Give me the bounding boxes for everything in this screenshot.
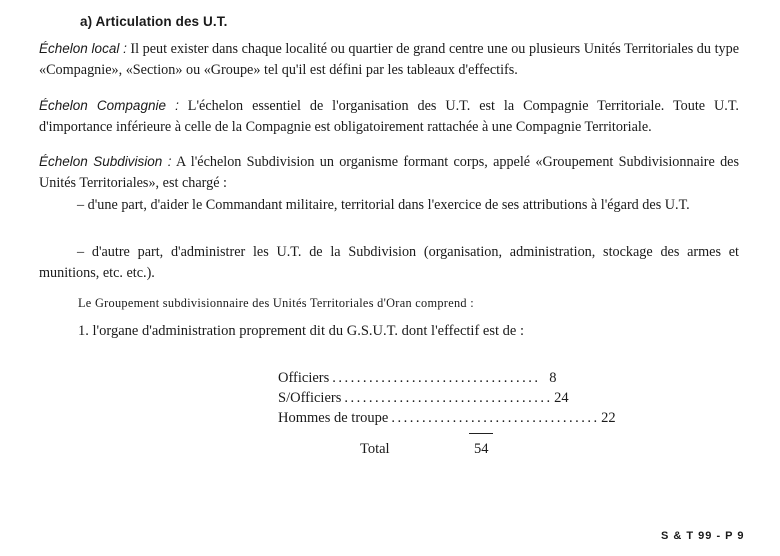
page-footer: S & T 99 - P 9 (661, 530, 745, 542)
leader-dots: .................................. (332, 370, 541, 386)
total-rule (469, 433, 493, 434)
row-label: S/Officiers (278, 390, 342, 406)
row-value: 8 (549, 370, 557, 386)
paragraph-echelon-compagnie (39, 95, 739, 138)
section-heading: a) Articulation des U.T. (80, 14, 228, 29)
bullet-item (39, 195, 739, 216)
paragraph-text: A l'échelon Subdivision un organisme formant corps, appelé «Groupement Subdivisionnaire des Unités Territoriales», est chargé : (39, 154, 739, 191)
paragraph-lead: Échelon Subdivision : (39, 154, 172, 169)
bullet-text: – d'une part, d'aider le Commandant militaire, territorial dans l'exercice de ses attributions à l'égard des U.T. (77, 197, 690, 213)
paragraph-text: L'échelon essentiel de l'organisation des U.T. est la Compagnie Territoriale. Toute U.T. d'importance inférieure à celle de la Compagnie est obligatoirement rattachée à une Compagnie Territoriale. (39, 98, 739, 135)
groupement-intro: Le Groupement subdivisionnaire des Unités Territoriales d'Oran comprend : (78, 296, 474, 310)
table-row (278, 408, 616, 428)
numbered-item-1: 1. l'organe d'administration proprement dit du G.S.U.T. dont l'effectif est de : (78, 323, 524, 339)
paragraph-lead: Échelon Compagnie : (39, 98, 179, 113)
bullet-text: – d'autre part, d'administrer les U.T. de la Subdivision (organisation, administration, stockage des armes et munitions, etc. etc.). (39, 244, 739, 281)
paragraph-text: Il peut exister dans chaque localité ou quartier de grand centre une ou plusieurs Unités Territoriales du type «Compagnie», «Section» ou «Groupe» tel qu'il est défini par les tableaux d'effectifs. (39, 41, 739, 78)
leader-dots: .................................. (344, 390, 553, 406)
row-value: 24 (554, 390, 569, 406)
paragraph-lead: Échelon local : (39, 41, 127, 56)
paragraph-echelon-subdivision (39, 151, 739, 194)
total-label: Total (360, 441, 390, 457)
row-label: Hommes de troupe (278, 410, 389, 426)
row-value: 22 (601, 410, 616, 426)
bullet-item (39, 242, 739, 284)
row-label: Officiers (278, 370, 330, 386)
table-row (278, 368, 557, 388)
total-value: 54 (474, 441, 489, 457)
staff-table (278, 368, 616, 428)
table-row (278, 388, 569, 408)
leader-dots: .................................. (391, 410, 600, 426)
paragraph-echelon-local (39, 38, 739, 81)
